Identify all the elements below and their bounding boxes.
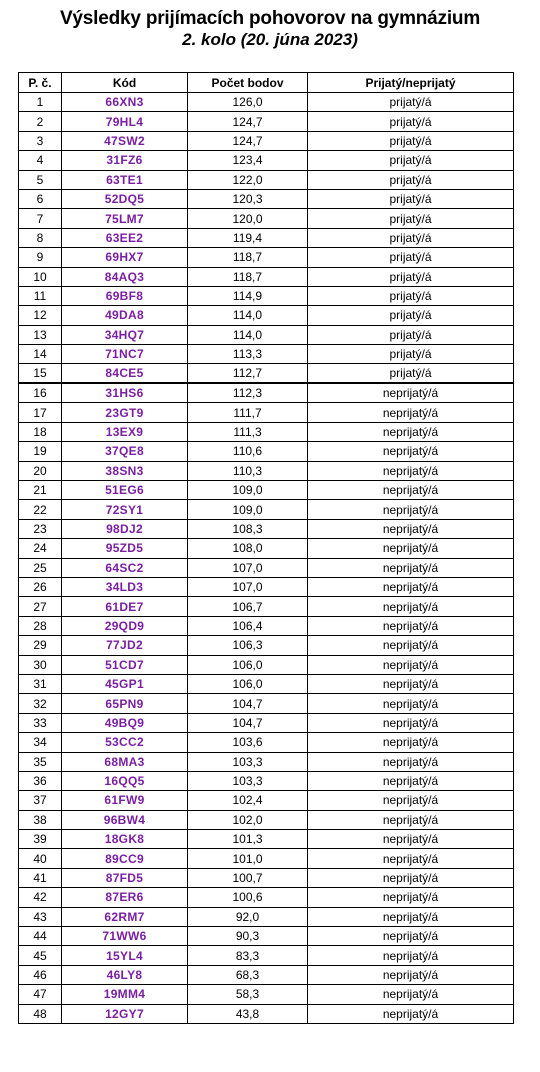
cell-status: neprijatý/á — [308, 442, 514, 461]
cell-status: neprijatý/á — [308, 519, 514, 538]
cell-points: 111,3 — [188, 422, 308, 441]
cell-order: 32 — [19, 694, 62, 713]
cell-code: 15YL4 — [62, 946, 188, 965]
cell-code: 16QQ5 — [62, 771, 188, 790]
cell-order: 28 — [19, 616, 62, 635]
cell-code: 87FD5 — [62, 868, 188, 887]
cell-points: 107,0 — [188, 558, 308, 577]
cell-status: prijatý/á — [308, 228, 514, 247]
cell-code: 77JD2 — [62, 636, 188, 655]
cell-points: 114,0 — [188, 325, 308, 344]
page-title: Výsledky prijímacích pohovorov na gymnázium — [59, 8, 481, 29]
cell-points: 120,0 — [188, 209, 308, 228]
cell-code: 34LD3 — [62, 577, 188, 596]
cell-points: 118,7 — [188, 267, 308, 286]
table-row — [19, 248, 514, 267]
table-row — [19, 752, 514, 771]
cell-order: 4 — [19, 151, 62, 170]
cell-code: 49BQ9 — [62, 713, 188, 732]
cell-order: 19 — [19, 442, 62, 461]
cell-status: neprijatý/á — [308, 849, 514, 868]
cell-code: 34HQ7 — [62, 325, 188, 344]
cell-points: 126,0 — [188, 93, 308, 112]
table-row — [19, 907, 514, 926]
cell-points: 120,3 — [188, 189, 308, 208]
table-row — [19, 1004, 514, 1023]
cell-points: 123,4 — [188, 151, 308, 170]
cell-status: prijatý/á — [308, 248, 514, 267]
cell-order: 34 — [19, 733, 62, 752]
cell-code: 98DJ2 — [62, 519, 188, 538]
cell-points: 102,4 — [188, 791, 308, 810]
cell-code: 53CC2 — [62, 733, 188, 752]
cell-code: 23GT9 — [62, 403, 188, 422]
cell-code: 12GY7 — [62, 1004, 188, 1023]
header-row — [19, 73, 514, 93]
table-row — [19, 694, 514, 713]
cell-code: 69HX7 — [62, 248, 188, 267]
cell-code: 38SN3 — [62, 461, 188, 480]
cell-order: 17 — [19, 403, 62, 422]
table-row — [19, 868, 514, 887]
cell-points: 103,6 — [188, 733, 308, 752]
cell-order: 2 — [19, 112, 62, 131]
cell-order: 31 — [19, 674, 62, 693]
cell-points: 58,3 — [188, 985, 308, 1004]
cell-points: 101,3 — [188, 830, 308, 849]
cell-order: 36 — [19, 771, 62, 790]
cell-code: 37QE8 — [62, 442, 188, 461]
table-row — [19, 539, 514, 558]
cell-code: 29QD9 — [62, 616, 188, 635]
cell-order: 43 — [19, 907, 62, 926]
table-row — [19, 927, 514, 946]
cell-status: neprijatý/á — [308, 965, 514, 984]
cell-points: 83,3 — [188, 946, 308, 965]
cell-status: neprijatý/á — [308, 927, 514, 946]
cell-order: 20 — [19, 461, 62, 480]
column-header-code: Kód — [62, 73, 188, 93]
cell-order: 37 — [19, 791, 62, 810]
cell-status: neprijatý/á — [308, 422, 514, 441]
cell-status: neprijatý/á — [308, 558, 514, 577]
table-row — [19, 170, 514, 189]
cell-order: 35 — [19, 752, 62, 771]
cell-points: 100,7 — [188, 868, 308, 887]
table-header — [19, 73, 514, 93]
cell-code: 84CE5 — [62, 364, 188, 384]
cell-order: 24 — [19, 539, 62, 558]
cell-status: neprijatý/á — [308, 1004, 514, 1023]
cell-points: 101,0 — [188, 849, 308, 868]
cell-points: 111,7 — [188, 403, 308, 422]
cell-code: 47SW2 — [62, 131, 188, 150]
cell-points: 124,7 — [188, 112, 308, 131]
column-header-status: Prijatý/neprijatý — [308, 73, 514, 93]
table-row — [19, 985, 514, 1004]
cell-status: prijatý/á — [308, 267, 514, 286]
cell-status: prijatý/á — [308, 170, 514, 189]
cell-status: prijatý/á — [308, 364, 514, 384]
cell-order: 33 — [19, 713, 62, 732]
cell-code: 49DA8 — [62, 306, 188, 325]
cell-order: 5 — [19, 170, 62, 189]
cell-order: 38 — [19, 810, 62, 829]
cell-status: neprijatý/á — [308, 733, 514, 752]
table-row — [19, 286, 514, 305]
table-row — [19, 558, 514, 577]
cell-points: 118,7 — [188, 248, 308, 267]
cell-status: neprijatý/á — [308, 655, 514, 674]
cell-code: 51CD7 — [62, 655, 188, 674]
cell-order: 41 — [19, 868, 62, 887]
cell-status: neprijatý/á — [308, 888, 514, 907]
cell-code: 61DE7 — [62, 597, 188, 616]
cell-order: 30 — [19, 655, 62, 674]
page-subtitle: 2. kolo (20. júna 2023) — [182, 30, 358, 49]
cell-order: 18 — [19, 422, 62, 441]
cell-code: 68MA3 — [62, 752, 188, 771]
cell-points: 106,0 — [188, 674, 308, 693]
cell-order: 48 — [19, 1004, 62, 1023]
cell-code: 96BW4 — [62, 810, 188, 829]
cell-order: 21 — [19, 481, 62, 500]
table-row — [19, 713, 514, 732]
cell-points: 102,0 — [188, 810, 308, 829]
cell-points: 119,4 — [188, 228, 308, 247]
cell-status: neprijatý/á — [308, 713, 514, 732]
cell-order: 44 — [19, 927, 62, 946]
cell-code: 31FZ6 — [62, 151, 188, 170]
cell-status: prijatý/á — [308, 112, 514, 131]
table-row — [19, 655, 514, 674]
cell-status: neprijatý/á — [308, 752, 514, 771]
table-row — [19, 93, 514, 112]
cell-code: 95ZD5 — [62, 539, 188, 558]
cell-status: neprijatý/á — [308, 674, 514, 693]
table-row — [19, 345, 514, 364]
cell-code: 71NC7 — [62, 345, 188, 364]
table-row — [19, 597, 514, 616]
cell-points: 106,0 — [188, 655, 308, 674]
table-row — [19, 500, 514, 519]
cell-points: 108,0 — [188, 539, 308, 558]
table-row — [19, 771, 514, 790]
cell-code: 65PN9 — [62, 694, 188, 713]
cell-status: neprijatý/á — [308, 461, 514, 480]
table-row — [19, 830, 514, 849]
cell-status: prijatý/á — [308, 93, 514, 112]
cell-points: 106,4 — [188, 616, 308, 635]
cell-points: 112,7 — [188, 364, 308, 384]
cell-points: 113,3 — [188, 345, 308, 364]
cell-status: neprijatý/á — [308, 597, 514, 616]
cell-order: 1 — [19, 93, 62, 112]
table-row — [19, 364, 514, 384]
cell-order: 6 — [19, 189, 62, 208]
table-row — [19, 306, 514, 325]
cell-points: 92,0 — [188, 907, 308, 926]
cell-points: 112,3 — [188, 383, 308, 403]
cell-order: 39 — [19, 830, 62, 849]
cell-code: 75LM7 — [62, 209, 188, 228]
column-header-order: P. č. — [19, 73, 62, 93]
cell-order: 8 — [19, 228, 62, 247]
table-row — [19, 228, 514, 247]
table-row — [19, 461, 514, 480]
cell-points: 114,0 — [188, 306, 308, 325]
cell-status: neprijatý/á — [308, 500, 514, 519]
cell-status: neprijatý/á — [308, 810, 514, 829]
cell-order: 22 — [19, 500, 62, 519]
table-row — [19, 112, 514, 131]
cell-code: 71WW6 — [62, 927, 188, 946]
cell-order: 23 — [19, 519, 62, 538]
cell-points: 106,3 — [188, 636, 308, 655]
cell-status: prijatý/á — [308, 131, 514, 150]
cell-code: 79HL4 — [62, 112, 188, 131]
cell-order: 3 — [19, 131, 62, 150]
cell-code: 18GK8 — [62, 830, 188, 849]
table-row — [19, 209, 514, 228]
cell-order: 27 — [19, 597, 62, 616]
cell-order: 46 — [19, 965, 62, 984]
table-row — [19, 422, 514, 441]
cell-status: neprijatý/á — [308, 985, 514, 1004]
cell-code: 84AQ3 — [62, 267, 188, 286]
cell-order: 25 — [19, 558, 62, 577]
cell-code: 62RM7 — [62, 907, 188, 926]
cell-code: 13EX9 — [62, 422, 188, 441]
cell-order: 29 — [19, 636, 62, 655]
cell-status: prijatý/á — [308, 151, 514, 170]
cell-status: neprijatý/á — [308, 636, 514, 655]
cell-status: neprijatý/á — [308, 791, 514, 810]
table-row — [19, 403, 514, 422]
cell-code: 51EG6 — [62, 481, 188, 500]
cell-points: 100,6 — [188, 888, 308, 907]
cell-code: 69BF8 — [62, 286, 188, 305]
cell-status: prijatý/á — [308, 345, 514, 364]
table-body — [19, 93, 514, 1024]
cell-code: 87ER6 — [62, 888, 188, 907]
cell-points: 90,3 — [188, 927, 308, 946]
cell-status: prijatý/á — [308, 325, 514, 344]
cell-code: 89CC9 — [62, 849, 188, 868]
cell-order: 9 — [19, 248, 62, 267]
cell-status: neprijatý/á — [308, 907, 514, 926]
cell-code: 61FW9 — [62, 791, 188, 810]
table-row — [19, 189, 514, 208]
table-row — [19, 131, 514, 150]
cell-status: neprijatý/á — [308, 694, 514, 713]
table-row — [19, 577, 514, 596]
cell-status: prijatý/á — [308, 209, 514, 228]
table-row — [19, 733, 514, 752]
cell-code: 31HS6 — [62, 383, 188, 403]
cell-code: 63EE2 — [62, 228, 188, 247]
cell-code: 63TE1 — [62, 170, 188, 189]
table-row — [19, 442, 514, 461]
table-row — [19, 151, 514, 170]
cell-order: 47 — [19, 985, 62, 1004]
document-header — [0, 0, 540, 54]
cell-order: 15 — [19, 364, 62, 384]
table-row — [19, 519, 514, 538]
table-row — [19, 965, 514, 984]
cell-status: prijatý/á — [308, 286, 514, 305]
cell-points: 122,0 — [188, 170, 308, 189]
cell-points: 104,7 — [188, 694, 308, 713]
table-row — [19, 325, 514, 344]
cell-status: neprijatý/á — [308, 539, 514, 558]
cell-points: 103,3 — [188, 752, 308, 771]
cell-status: neprijatý/á — [308, 616, 514, 635]
cell-code: 19MM4 — [62, 985, 188, 1004]
table-row — [19, 888, 514, 907]
cell-points: 110,3 — [188, 461, 308, 480]
cell-code: 64SC2 — [62, 558, 188, 577]
table-row — [19, 791, 514, 810]
cell-points: 68,3 — [188, 965, 308, 984]
cell-points: 109,0 — [188, 481, 308, 500]
table-row — [19, 946, 514, 965]
cell-status: prijatý/á — [308, 306, 514, 325]
cell-status: prijatý/á — [308, 189, 514, 208]
cell-points: 114,9 — [188, 286, 308, 305]
cell-points: 103,3 — [188, 771, 308, 790]
cell-points: 107,0 — [188, 577, 308, 596]
cell-order: 7 — [19, 209, 62, 228]
cell-status: neprijatý/á — [308, 771, 514, 790]
cell-status: neprijatý/á — [308, 481, 514, 500]
cell-status: neprijatý/á — [308, 403, 514, 422]
table-row — [19, 616, 514, 635]
cell-status: neprijatý/á — [308, 868, 514, 887]
cell-order: 12 — [19, 306, 62, 325]
cell-code: 72SY1 — [62, 500, 188, 519]
cell-order: 14 — [19, 345, 62, 364]
cell-status: neprijatý/á — [308, 383, 514, 403]
cell-points: 110,6 — [188, 442, 308, 461]
cell-order: 11 — [19, 286, 62, 305]
column-header-points: Počet bodov — [188, 73, 308, 93]
cell-order: 16 — [19, 383, 62, 403]
cell-order: 45 — [19, 946, 62, 965]
cell-code: 46LY8 — [62, 965, 188, 984]
cell-order: 13 — [19, 325, 62, 344]
cell-order: 40 — [19, 849, 62, 868]
table-row — [19, 636, 514, 655]
cell-code: 52DQ5 — [62, 189, 188, 208]
cell-code: 66XN3 — [62, 93, 188, 112]
cell-status: neprijatý/á — [308, 946, 514, 965]
cell-points: 43,8 — [188, 1004, 308, 1023]
cell-status: neprijatý/á — [308, 577, 514, 596]
table-row — [19, 481, 514, 500]
table-row — [19, 849, 514, 868]
cell-points: 108,3 — [188, 519, 308, 538]
cell-points: 104,7 — [188, 713, 308, 732]
table-row — [19, 383, 514, 403]
cell-points: 109,0 — [188, 500, 308, 519]
table-row — [19, 810, 514, 829]
table-row — [19, 674, 514, 693]
results-table — [18, 72, 514, 1024]
cell-status: neprijatý/á — [308, 830, 514, 849]
table-row — [19, 267, 514, 286]
cell-order: 42 — [19, 888, 62, 907]
cell-order: 10 — [19, 267, 62, 286]
cell-order: 26 — [19, 577, 62, 596]
cell-points: 106,7 — [188, 597, 308, 616]
cell-code: 45GP1 — [62, 674, 188, 693]
cell-points: 124,7 — [188, 131, 308, 150]
